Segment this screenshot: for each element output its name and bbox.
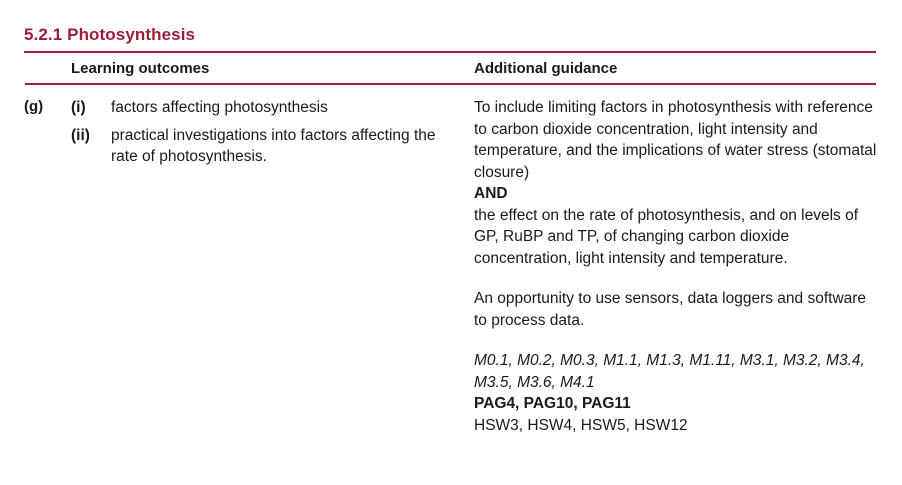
learning-outcome-item (71, 125, 451, 167)
header-additional-guidance: Additional guidance (474, 60, 618, 77)
section-title: 5.2.1 Photosynthesis (24, 25, 196, 44)
outcome-number: (i) (71, 99, 86, 116)
guidance-paragraph: An opportunity to use sensors, data loggers and software to process data. (474, 290, 867, 329)
outcome-text: practical investigations into factors affecting the rate of photosynthesis. (111, 127, 436, 165)
title-divider (24, 51, 876, 53)
guidance-paragraph: the effect on the rate of photosynthesis, and on levels of GP, RuBP and TP, of changing carbon dioxide concentration, light intensity and temperature. (474, 206, 859, 267)
header-learning-outcomes: Learning outcomes (71, 60, 210, 77)
pag-references: PAG4, PAG10, PAG11 (474, 395, 631, 412)
learning-outcome-item (71, 97, 451, 118)
header-divider (25, 83, 876, 85)
row-label: (g) (24, 98, 44, 115)
additional-guidance (474, 97, 879, 436)
outcome-text: factors affecting photosynthesis (111, 99, 328, 116)
hsw-references: HSW3, HSW4, HSW5, HSW12 (474, 416, 688, 434)
guidance-paragraph: To include limiting factors in photosynthesis with reference to carbon dioxide concentration, light intensity and temperature, and the implications of water stress (stomatal closure) (474, 99, 877, 181)
maths-references: M0.1, M0.2, M0.3, M1.1, M1.3, M1.11, M3.1, M3.2, M3.4, M3.5, M3.6, M4.1 (474, 352, 865, 391)
outcome-number: (ii) (71, 127, 90, 144)
guidance-and: AND (474, 185, 508, 202)
